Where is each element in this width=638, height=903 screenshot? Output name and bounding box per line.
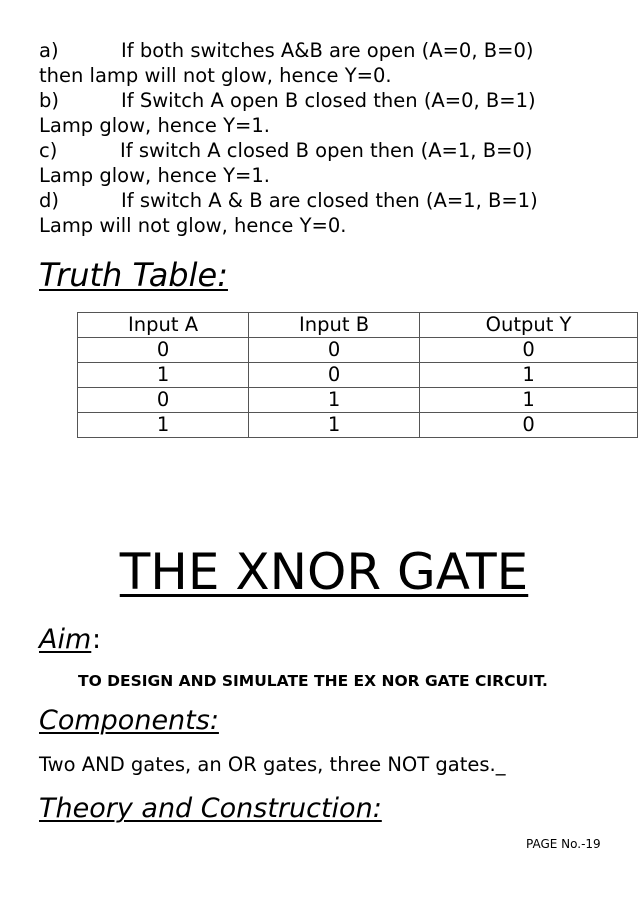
- case-a-letter: a): [39, 39, 59, 62]
- cell-b: 1: [249, 388, 420, 413]
- case-a-line2: then lamp will not glow, hence Y=0.: [39, 64, 392, 87]
- xnor-gate-title-text: THE XNOR GATE: [119, 543, 529, 601]
- case-d-letter: d): [39, 189, 59, 212]
- cell-b: 1: [249, 413, 420, 438]
- truth-table-heading: Truth Table:: [39, 256, 228, 294]
- table-row: [78, 338, 638, 363]
- truth-table-header-row: [78, 313, 638, 338]
- xnor-gate-title: [0, 540, 638, 604]
- header-input-a: Input A: [78, 313, 249, 338]
- case-c-line2: Lamp glow, hence Y=1.: [39, 164, 270, 187]
- page-number: PAGE No.-19: [526, 837, 601, 851]
- table-row: [78, 388, 638, 413]
- header-input-b: Input B: [249, 313, 420, 338]
- case-b-letter: b): [39, 89, 59, 112]
- case-d-line2: Lamp will not glow, hence Y=0.: [39, 214, 347, 237]
- cell-a: 1: [78, 363, 249, 388]
- cell-a: 1: [78, 413, 249, 438]
- header-output-y: Output Y: [420, 313, 638, 338]
- case-b-text: If Switch A open B closed then (A=0, B=1): [121, 89, 536, 112]
- components-heading: Components:: [39, 705, 219, 736]
- cell-y: 1: [420, 388, 638, 413]
- cell-b: 0: [249, 338, 420, 363]
- case-c-letter: c): [39, 139, 58, 162]
- truth-table: [77, 312, 638, 438]
- case-c-line1: [39, 138, 532, 163]
- table-row: [78, 413, 638, 438]
- cell-y: 1: [420, 363, 638, 388]
- case-d-text: If switch A & B are closed then (A=1, B=1): [121, 189, 538, 212]
- case-d-line1: [39, 188, 538, 213]
- theory-heading: Theory and Construction:: [39, 793, 382, 824]
- aim-heading: Aim: [39, 624, 92, 655]
- cell-y: 0: [420, 338, 638, 363]
- table-row: [78, 363, 638, 388]
- aim-colon: :: [92, 624, 102, 655]
- case-b-line2: Lamp glow, hence Y=1.: [39, 114, 270, 137]
- cell-a: 0: [78, 388, 249, 413]
- case-a-line1: [39, 38, 533, 63]
- case-a-text: If both switches A&B are open (A=0, B=0): [121, 39, 534, 62]
- cell-y: 0: [420, 413, 638, 438]
- components-text: Two AND gates, an OR gates, three NOT gates._: [39, 753, 506, 776]
- aim-text: TO DESIGN AND SIMULATE THE EX NOR GATE CIRCUIT.: [78, 672, 548, 690]
- cell-b: 0: [249, 363, 420, 388]
- aim-heading-wrapper: [39, 622, 91, 658]
- case-c-text: If switch A closed B open then (A=1, B=0): [120, 139, 533, 162]
- cell-a: 0: [78, 338, 249, 363]
- case-b-line1: [39, 88, 536, 113]
